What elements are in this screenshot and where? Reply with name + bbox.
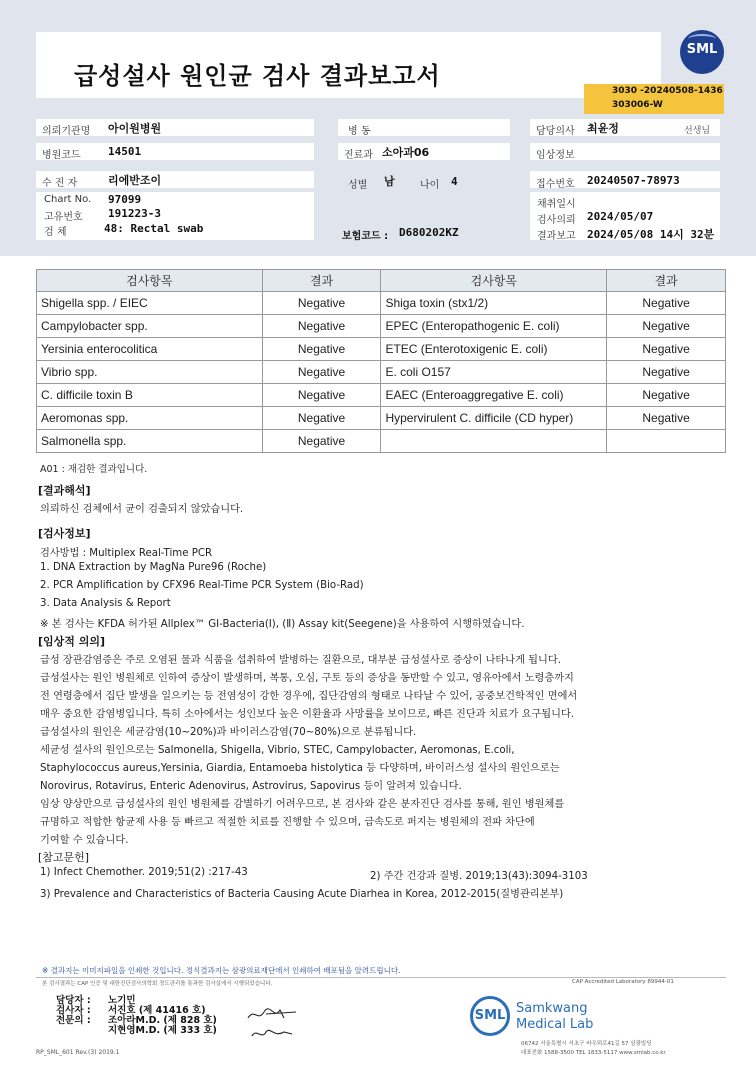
result-cell: Negative <box>262 407 381 430</box>
clinical-line: 매우 중요한 감염병입니다. 특히 소아에서는 성인보다 높은 이환율과 사망률을 보이므로, 빠른 진단과 치료가 요구됩니다. <box>40 709 575 720</box>
result-cell <box>607 430 726 453</box>
receipt-label: 접수번호 <box>536 179 575 190</box>
clinical-line: 기여할 수 있습니다. <box>40 835 129 846</box>
clinical-title: [임상적 의의] <box>38 635 106 648</box>
page-title: 급성설사 원인균 검사 결과보고서 <box>74 62 441 90</box>
results-body <box>37 292 726 453</box>
lab-address: 06742 서울특별시 서초구 바우뫼로41길 57 삼광빌딩 <box>521 1041 652 1047</box>
clinical-line: Staphylococcus aureus,Yersinia, Giardia, Entamoeba histolytica 등 다양하며, 바이러스성 설사의 원인으로는 <box>40 763 560 774</box>
test-item-cell: E. coli O157 <box>381 361 607 384</box>
ref-1: 1) Infect Chemother. 2019;51(2) :217-43 <box>40 867 248 878</box>
clinical-label: 임상정보 <box>536 150 575 161</box>
title-box <box>36 32 661 98</box>
test-item-cell <box>381 430 607 453</box>
age-value: 4 <box>451 175 458 188</box>
test-item-cell: Hypervirulent C. difficile (CD hyper) <box>381 407 607 430</box>
test-item-cell: Aeromonas spp. <box>37 407 263 430</box>
test-item-cell: EAEC (Enteroaggregative E. coli) <box>381 384 607 407</box>
insurance-label: 보험코드 : <box>342 231 389 242</box>
name-label: 수 진 자 <box>42 178 78 189</box>
table-row <box>37 384 726 407</box>
result-cell: Negative <box>607 338 726 361</box>
info-line: ※ 본 검사는 KFDA 허가된 Allplex™ GI-Bacteria(Ⅰ), (Ⅱ) Assay kit(Seegene)을 사용하여 시행하였습니다. <box>40 619 525 630</box>
table-row <box>37 338 726 361</box>
staff-value: 서진호 (제 41416 호) <box>108 1005 206 1016</box>
sml-footer-logo-text: SML <box>474 1008 506 1023</box>
table-row <box>37 292 726 315</box>
test-item-cell: Shigella spp. / EIEC <box>37 292 263 315</box>
id-value: 191223-3 <box>108 207 161 220</box>
lab-name-line-2: Medical Lab <box>516 1017 594 1032</box>
result-cell: Negative <box>262 338 381 361</box>
institution-label: 의뢰기관명 <box>42 126 91 137</box>
interp-text: 의뢰하신 검체에서 균이 검출되지 않았습니다. <box>40 504 244 515</box>
staff-value: 지현영M.D. (제 333 호) <box>108 1025 217 1036</box>
clinical-line: 급성설사는 원인 병원체로 인하여 증상이 발생하며, 복통, 오심, 구토 등의 증상을 동반할 수 있고, 영유아에서 노령층까지 <box>40 673 574 684</box>
name-value: 리에반조이 <box>108 174 162 187</box>
staff-label: 담당자 : <box>56 995 91 1006</box>
ref-3: 3) Prevalence and Characteristics of Bacteria Causing Acute Diarhea in Korea, 2012-2015(질병관리본부) <box>40 889 564 900</box>
header-test-item-1: 검사항목 <box>37 270 263 292</box>
hospital-code-value: 14501 <box>108 145 142 158</box>
staff-label: 검사자 : <box>56 1005 91 1016</box>
staff-value: 조아라M.D. (제 828 호) <box>108 1015 217 1026</box>
sex-label: 성별 <box>348 180 368 191</box>
staff-value: 노기민 <box>108 995 136 1006</box>
result-cell: Negative <box>262 430 381 453</box>
test-item-cell: C. difficile toxin B <box>37 384 263 407</box>
request-value: 2024/05/07 <box>587 210 654 223</box>
age-label: 나이 <box>420 180 440 191</box>
lab-contact: 대표전화 1588-3500 TEL 1833-5117 www.smlab.co.kr <box>521 1050 666 1056</box>
result-cell: Negative <box>262 361 381 384</box>
test-item-cell: Salmonella spp. <box>37 430 263 453</box>
sex-value: 남 <box>384 175 395 188</box>
table-row <box>37 430 726 453</box>
test-item-cell: Campylobacter spp. <box>37 315 263 338</box>
specimen-label: 검 체 <box>44 227 67 238</box>
report-label: 결과보고 <box>537 231 576 242</box>
id-label: 고유번호 <box>44 212 83 223</box>
info-title: [검사정보] <box>38 527 91 540</box>
code-line-2: 303006-W <box>612 100 663 110</box>
insurance-value: D680202KZ <box>399 226 459 239</box>
hospital-code-label: 병원코드 <box>42 150 81 161</box>
table-row <box>37 407 726 430</box>
result-cell: Negative <box>607 315 726 338</box>
header-result-2: 결과 <box>607 270 726 292</box>
result-cell: Negative <box>262 384 381 407</box>
test-item-cell: Shiga toxin (stx1/2) <box>381 292 607 315</box>
footer-divider <box>36 977 726 978</box>
footer-small-note: 본 검사결과는 CAP 인증 및 대한진단검사의학회 정도관리를 통과한 검사실에서 시행되었습니다. <box>42 981 273 987</box>
table-row <box>37 315 726 338</box>
collect-label: 채취일시 <box>537 199 576 210</box>
lab-name-line-1: Samkwang <box>516 1001 588 1016</box>
clinical-line: 급성설사의 원인은 세균감염(10~20%)과 바이러스감염(70~80%)으로 분류됩니다. <box>40 727 417 738</box>
header-result-1: 결과 <box>262 270 381 292</box>
code-line-1: 3030 -20240508-1436 <box>612 86 723 96</box>
results-table <box>36 269 726 453</box>
recheck-note: A01 : 재검한 결과입니다. <box>40 464 148 475</box>
doctor-suffix: 선생님 <box>684 126 711 136</box>
request-label: 검사의뢰 <box>537 215 576 226</box>
doctor-value: 최윤정 <box>587 122 619 135</box>
clinical-line: 임상 양상만으로 급성설사의 원인 병원체를 감별하기 어려우므로, 본 검사와 같은 분자진단 검사를 통해, 원인 병원체를 <box>40 799 565 810</box>
chart-label: Chart No. <box>44 194 92 205</box>
ref-title: [참고문헌] <box>38 851 90 864</box>
test-item-cell: Vibrio spp. <box>37 361 263 384</box>
info-line: 3. Data Analysis & Report <box>40 598 171 609</box>
header-test-item-2: 검사항목 <box>381 270 607 292</box>
clinical-line: 전 연령층에서 집단 발생을 일으키는 등 전염성이 강한 경우에, 집단감염의 형태로 나타날 수 있어, 공중보건학적인 면에서 <box>40 691 578 702</box>
table-row <box>37 361 726 384</box>
result-cell: Negative <box>262 315 381 338</box>
ref-2: 2) 주간 건강과 질병. 2019;13(43):3094-3103 <box>370 871 588 882</box>
clinical-line: 급성 장관감염증은 주로 오염된 물과 식품을 섭취하여 발병하는 질환으로, 대부분 급성설사로 증상이 나타나게 됩니다. <box>40 655 561 666</box>
signature-image <box>244 1004 302 1044</box>
clinical-line: 규명하고 적합한 항균제 사용 등 빠르고 적절한 치료를 진행할 수 있으며, 급속도로 퍼지는 병원체의 전파 차단에 <box>40 817 535 828</box>
form-code: RP_SML_601 Rev.(3) 2019.1 <box>36 1049 120 1056</box>
result-cell: Negative <box>262 292 381 315</box>
info-row-name <box>36 171 314 188</box>
result-cell: Negative <box>607 292 726 315</box>
receipt-value: 20240507-78973 <box>587 174 680 187</box>
info-line: 2. PCR Amplification by CFX96 Real-Time PCR System (Bio-Rad) <box>40 580 364 591</box>
clinical-line: Norovirus, Rotavirus, Enteric Adenovirus, Astrovirus, Sapovirus 등이 알려져 있습니다. <box>40 781 462 792</box>
table-header-row <box>37 270 726 292</box>
dept-label: 진료과 <box>344 150 373 161</box>
test-item-cell: EPEC (Enteropathogenic E. coli) <box>381 315 607 338</box>
interp-title: [결과해석] <box>38 484 91 497</box>
dept-value: 소아과06 <box>382 146 430 159</box>
result-cell: Negative <box>607 361 726 384</box>
report-value: 2024/05/08 14시 32분 <box>587 228 715 241</box>
test-item-cell: ETEC (Enterotoxigenic E. coli) <box>381 338 607 361</box>
institution-value: 아이원병원 <box>108 122 162 135</box>
specimen-value: 48: Rectal swab <box>104 222 204 235</box>
clinical-line: 세균성 설사의 원인으로는 Salmonella, Shigella, Vibrio, STEC, Campylobacter, Aeromonas, E.coli, <box>40 745 515 756</box>
chart-value: 97099 <box>108 193 142 206</box>
test-item-cell: Yersinia enterocolitica <box>37 338 263 361</box>
result-cell: Negative <box>607 407 726 430</box>
sml-logo-text: SML <box>686 42 718 57</box>
info-line: 검사방법 : Multiplex Real-Time PCR <box>40 548 213 559</box>
footer-note: ※ 결과지는 이미지파일을 인쇄한 것입니다. 정식결과지는 삼광의료재단에서 인쇄하여 배포됨을 알려드립니다. <box>42 966 401 975</box>
doctor-label: 담당의사 <box>536 126 575 137</box>
ward-label: 병 동 <box>348 126 371 137</box>
result-cell: Negative <box>607 384 726 407</box>
staff-label: 전문의 : <box>56 1015 91 1026</box>
info-line: 1. DNA Extraction by MagNa Pure96 (Roche) <box>40 562 267 573</box>
cap-accreditation: CAP Accredited Laboratory 89944-01 <box>572 979 674 985</box>
